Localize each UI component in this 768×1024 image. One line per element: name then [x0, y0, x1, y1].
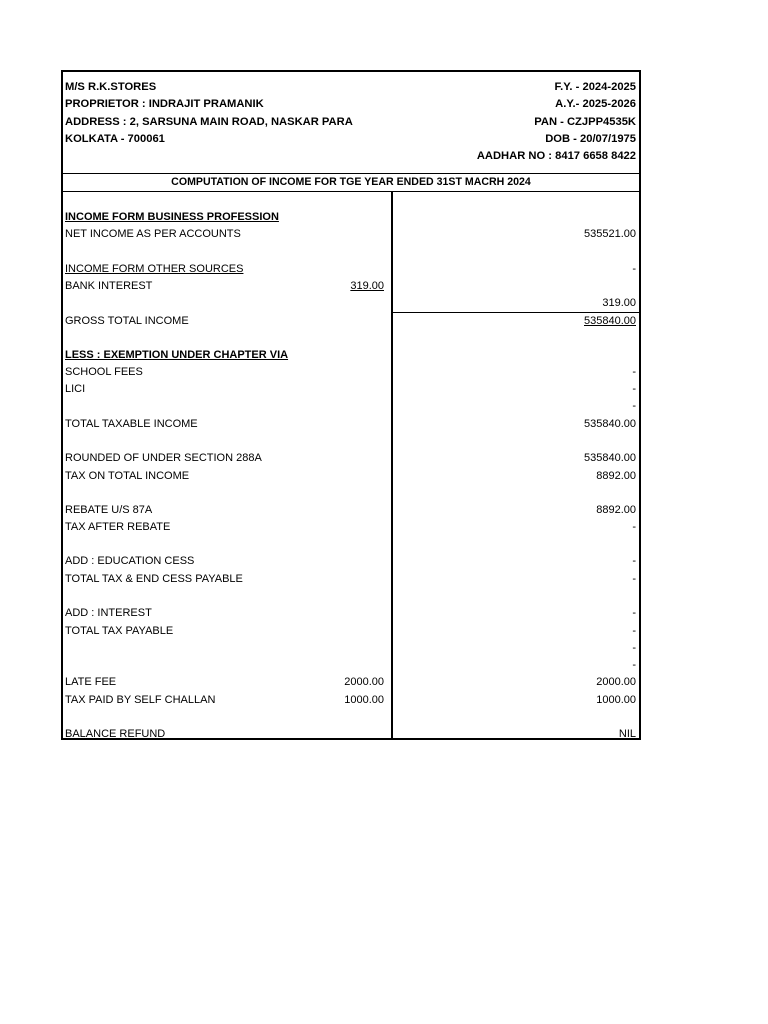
row-exemption-total: [63, 398, 639, 415]
row-value: 8892.00: [596, 470, 636, 482]
row-label: TOTAL TAXABLE INCOME: [65, 418, 198, 430]
firm-name: M/S R.K.STORES: [65, 81, 157, 93]
row-label: TOTAL TAX & END CESS PAYABLE: [65, 573, 243, 585]
row-value: -: [632, 659, 636, 671]
row-label: INCOME FORM BUSINESS PROFESSION: [65, 211, 279, 223]
row-total-taxable-income: [63, 416, 639, 433]
row-label: TAX ON TOTAL INCOME: [65, 470, 190, 482]
row-value: 535840.00: [584, 315, 636, 327]
row-education-cess: [63, 553, 639, 570]
row-value: -: [632, 263, 636, 275]
date-of-birth: DOB - 20/07/1975: [545, 132, 636, 145]
computation-title: COMPUTATION OF INCOME FOR TGE YEAR ENDED 31ST MACRH 2024: [63, 174, 639, 192]
row-value: -: [632, 573, 636, 585]
pan-number: PAN - CZJPP4535K: [534, 115, 636, 128]
row-business-income-heading: [63, 209, 639, 226]
row-value: 1000.00: [596, 694, 636, 706]
row-label: TAX AFTER REBATE: [65, 521, 171, 533]
city: KOLKATA - 700061: [65, 132, 165, 145]
row-label: TOTAL TAX PAYABLE: [65, 625, 174, 637]
row-value: -: [632, 642, 636, 654]
header-block: [63, 72, 639, 174]
row-label: REBATE U/S 87A: [65, 504, 153, 516]
row-value: -: [632, 607, 636, 619]
row-bank-interest: [63, 278, 639, 295]
row-value: -: [632, 555, 636, 567]
row-value: -: [632, 383, 636, 395]
row-rebate-87a: [63, 502, 639, 519]
row-mid-value: 2000.00: [344, 676, 384, 688]
row-value: -: [632, 366, 636, 378]
aadhar-number: AADHAR NO : 8417 6658 8422: [476, 150, 636, 163]
row-label: GROSS TOTAL INCOME: [65, 315, 189, 327]
row-value: 535840.00: [584, 452, 636, 464]
address: ADDRESS : 2, SARSUNA MAIN ROAD, NASKAR PARA: [65, 115, 353, 128]
row-value: -: [632, 521, 636, 533]
row-label: LATE FEE: [65, 676, 117, 688]
row-value: 535840.00: [584, 418, 636, 430]
row-label: LICI: [65, 383, 86, 395]
row-blank-2: [63, 657, 639, 674]
row-label: SCHOOL FEES: [65, 366, 143, 378]
row-label: ROUNDED OF UNDER SECTION 288A: [65, 452, 262, 464]
row-other-sources-total: [63, 295, 639, 312]
financial-year: F.Y. - 2024-2025: [554, 81, 636, 93]
row-label: BALANCE REFUND: [65, 728, 166, 740]
proprietor-name: PROPRIETOR : INDRAJIT PRAMANIK: [65, 98, 264, 111]
row-tax-after-rebate: [63, 519, 639, 536]
row-label: TAX PAID BY SELF CHALLAN: [65, 694, 216, 706]
row-total-tax-cess: [63, 571, 639, 588]
row-value: -: [632, 400, 636, 412]
row-blank-1: [63, 640, 639, 657]
row-rounded-288a: [63, 450, 639, 467]
row-label: LESS : EXEMPTION UNDER CHAPTER VIA: [65, 349, 289, 361]
row-add-interest: [63, 605, 639, 622]
income-computation-sheet: [61, 70, 641, 740]
row-label: NET INCOME AS PER ACCOUNTS: [65, 228, 241, 240]
row-late-fee: [63, 674, 639, 691]
row-value: NIL: [618, 728, 636, 740]
row-label: BANK INTEREST: [65, 280, 153, 292]
assessment-year: A.Y.- 2025-2026: [555, 98, 636, 111]
row-tax-on-total-income: [63, 468, 639, 485]
row-value: 8892.00: [596, 504, 636, 516]
row-tax-paid-challan: [63, 692, 639, 709]
row-balance-refund: [63, 726, 639, 743]
tax-identifiers: [477, 79, 636, 165]
row-exemption-heading: [63, 347, 639, 364]
row-net-income: [63, 226, 639, 243]
row-value: -: [632, 625, 636, 637]
row-gross-total-income: [63, 313, 639, 330]
row-value: 535521.00: [584, 228, 636, 240]
row-total-tax-payable: [63, 623, 639, 640]
row-mid-value: 1000.00: [344, 694, 384, 706]
row-school-fees: [63, 364, 639, 381]
row-mid-value: 319.00: [350, 280, 384, 292]
row-label: ADD : INTEREST: [65, 607, 152, 619]
row-other-sources-heading: [63, 261, 639, 278]
row-label: INCOME FORM OTHER SOURCES: [65, 263, 244, 275]
taxpayer-details: [65, 79, 353, 148]
row-value: 319.00: [602, 297, 636, 309]
row-lici: [63, 381, 639, 398]
row-label: ADD : EDUCATION CESS: [65, 555, 195, 567]
row-value: 2000.00: [596, 676, 636, 688]
